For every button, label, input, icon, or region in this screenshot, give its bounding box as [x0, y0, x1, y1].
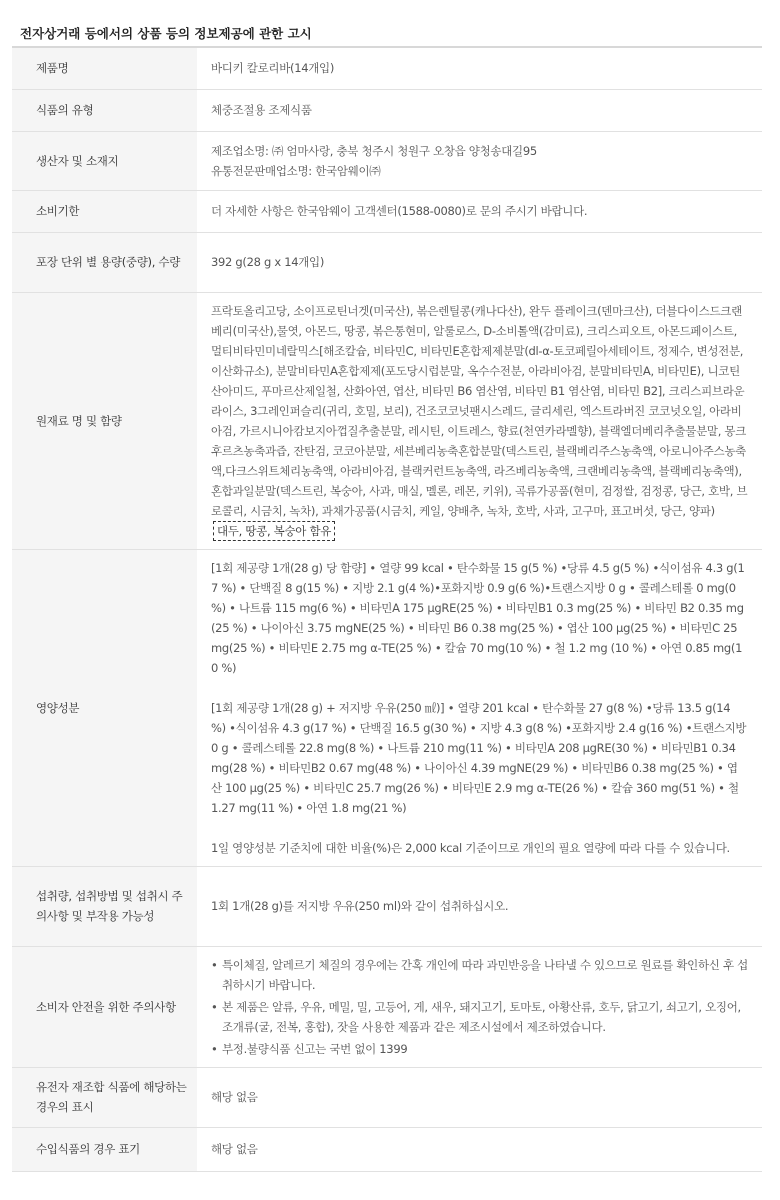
info-table [12, 46, 762, 1172]
bullet-icon: • [211, 999, 218, 1014]
table-row [12, 292, 762, 549]
nutrition-per-serving: [1회 제공량 1개(28 g) 당 함량] • 열량 99 kcal • 탄수화물 15 g(5 %) •당류 4.5 g(5 %) •식이섬유 4.3 g(17 %) • 단백질 8 g(15 %) • 지방 2.1 g(4 %)•포화지방 0.9 g(6 %)•트랜스지방 0 g • 콜레스테롤 0 mg(0 %) • 나트륨 115 mg(6 %) • 비타민A 175 μgRE(25 %) • 비타민B1 0.3 mg(25 %) • 비타민 B2 0.35 mg(25 %) • 나이아신 3.75 mgNE(25 %) • 비타민 B6 0.38 mg(25 %) • 엽산 100 μg(25 %) • 비타민C 25 mg(25 %) • 비타민E 2.75 mg α-TE(25 %) • 칼슘 70 mg(10 %) • 철 1.2 mg (10 %) • 아연 0.85 mg(10 %) [211, 560, 745, 675]
table-row [12, 190, 762, 232]
safety-list [211, 955, 748, 1059]
table-row [12, 47, 762, 89]
row-label-package: 포장 단위 별 용량(중량), 수량 [12, 232, 197, 292]
list-item [211, 955, 748, 995]
table-row [12, 1067, 762, 1127]
table-row [12, 131, 762, 190]
row-label-product-name: 제품명 [12, 47, 197, 89]
row-label-gmo: 유전자 재조합 식품에 해당하는 경우의 표시 [12, 1067, 197, 1127]
row-value-product-name: 바디키 칼로리바(14개입) [197, 47, 762, 89]
row-label-producer: 생산자 및 소재지 [12, 131, 197, 190]
row-value-intake: 1회 1개(28 g)를 저지방 우유(250 ml)와 같이 섭취하십시오. [197, 866, 762, 946]
row-value-food-type: 체중조절용 조제식품 [197, 89, 762, 131]
list-item [211, 997, 748, 1037]
row-label-imported: 수입식품의 경우 표기 [12, 1127, 197, 1171]
row-label-ingredients: 원재료 명 및 함량 [12, 292, 197, 549]
producer-distributor: 유통전문판매업소명: 한국암웨이㈜ [211, 163, 381, 178]
table-row [12, 549, 762, 866]
nutrition-with-milk: [1회 제공량 1개(28 g) + 저지방 우유(250 ㎖)] • 열량 201 kcal • 탄수화물 27 g(8 %) •당류 13.5 g(14 %) •식이섬유 4.3 g(17 %) • 단백질 16.5 g(30 %) • 지방 4.3 g(8 %) •포화지방 2.4 g(16 %) •트랜스지방 0 g • 콜레스테롤 22.8 mg(8 %) • 나트륨 210 mg(11 %) • 비타민A 208 μgRE(30 %) • 비타민B1 0.34 mg(28 %) • 비타민B2 0.67 mg(48 %) • 나이아신 4.39 mgNE(29 %) • 비타민B6 0.38 mg(25 %) • 엽산 100 μg(25 %) • 비타민C 25.7 mg(26 %) • 비타민E 2.9 mg α-TE(26 %) • 칼슘 360 mg(51 %) • 철 1.27 mg(11 %) • 아연 1.8 mg(21 %) [211, 700, 747, 815]
bullet-icon: • [211, 1041, 218, 1056]
row-value-safety [197, 946, 762, 1067]
table-row [12, 232, 762, 292]
table-row [12, 946, 762, 1067]
nutrition-footnote: 1일 영양성분 기준치에 대한 비율(%)은 2,000 kcal 기준이므로 개인의 필요 열량에 따라 다를 수 있습니다. [211, 840, 730, 855]
table-row [12, 89, 762, 131]
row-value-nutrition [197, 549, 762, 866]
notice-heading: 전자상거래 등에서의 상품 등의 정보제공에 관한 고시 [20, 26, 312, 41]
row-label-safety: 소비자 안전을 위한 주의사항 [12, 946, 197, 1067]
row-value-imported: 해당 없음 [197, 1127, 762, 1171]
allergen-notice: 대두, 땅콩, 복숭아 함유 [213, 521, 335, 541]
ingredients-text: 프락토올리고당, 소이프로틴너겟(미국산), 볶은렌틸콩(캐나다산), 완두 플레이크(덴마크산), 더블다이스드크랜베리(미국산),물엿, 아몬드, 땅콩, 볶은통현미, 알룰로스, D-소비톨액(감미료), 크리스피오트, 아몬드페이스트, 멀티비타민미네랄믹스[해조칼슘, 비타민C, 비타민E혼합제제분말(dl-α-토코페릴아세테이트, 정제수, 변성전분, 이산화규소), 분말비타민A혼합제제(포도당시럽분말, 옥수수전분, 아라비아검, 분말비타민A, 비타민E), 니코틴산아미드, 푸마르산제일철, 산화아연, 엽산, 비타민 B6 염산염, 비타민 B1 염산염, 비타민 B2], 크리스피브라운라이스, 3그레인퍼슬리(귀리, 호밀, 보리), 건조코코넛팬시스레드, 글리세린, 엑스트라버진 코코넛오일, 아라비아검, 가르시니아캄보지아껍질추출분말, 레시틴, 이트레스, 향료(천연카라멜향), 블랙엘더베리추출물분말, 몽크후르츠농축과즙, 잔탄검, 코코아분말, 세븐베리농축혼합분말(덱스트린, 블랙베리주스농축액, 아로니아주스농축액,다크스위트체리농축액, 아라비아검, 블랙커런트농축액, 라즈베리농축액, 크랜베리농축액, 블랙베리농축액), 혼합과일분말(덱스트린, 복숭아, 사과, 매실, 멜론, 레몬, 키위), 곡류가공품(현미, 검정쌀, 검정콩, 당근, 호박, 브로콜리, 시금치, 녹차), 과채가공품(시금치, 케일, 양배추, 녹차, 호박, 사과, 고구마, 표고버섯, 당근, 양파) [211, 303, 748, 518]
row-label-nutrition: 영양성분 [12, 549, 197, 866]
list-item [211, 1039, 748, 1059]
row-value-gmo: 해당 없음 [197, 1067, 762, 1127]
row-value-producer [197, 131, 762, 190]
producer-manufacturer: 제조업소명: ㈜ 엄마사랑, 충북 청주시 청원구 오창읍 양청송대길95 [211, 143, 537, 158]
row-value-ingredients [197, 292, 762, 549]
row-value-expiry: 더 자세한 사항은 한국암웨이 고객센터(1588-0080)로 문의 주시기 바랍니다. [197, 190, 762, 232]
table-row [12, 866, 762, 946]
row-label-intake: 섭취량, 섭취방법 및 섭취시 주의사항 및 부작용 가능성 [12, 866, 197, 946]
bullet-icon: • [211, 957, 218, 972]
safety-item-text: 본 제품은 알류, 우유, 메밀, 밀, 고등어, 게, 새우, 돼지고기, 토마토, 아황산류, 호두, 닭고기, 쇠고기, 오징어, 조개류(굴, 전복, 홍합), 잣을 사용한 제품과 같은 제조시설에서 제조하였습니다. [222, 999, 741, 1034]
table-row [12, 1127, 762, 1171]
row-value-package: 392 g(28 g x 14개입) [197, 232, 762, 292]
row-label-expiry: 소비기한 [12, 190, 197, 232]
product-info-notice [12, 16, 762, 1172]
safety-item-text: 부정.불량식품 신고는 국번 없이 1399 [222, 1041, 408, 1056]
row-label-food-type: 식품의 유형 [12, 89, 197, 131]
safety-item-text: 특이체질, 알레르기 체질의 경우에는 간혹 개인에 따라 과민반응을 나타낼 수 있으므로 원료를 확인하신 후 섭취하시기 바랍니다. [222, 957, 748, 992]
